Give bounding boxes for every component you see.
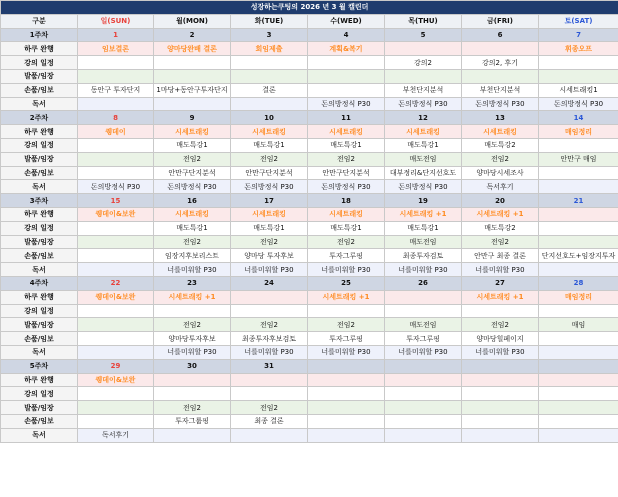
plan-cell[interactable]: 너를미워할 P30 <box>462 263 539 277</box>
row-label: 강의 일정 <box>1 387 78 401</box>
plan-row <box>1 180 618 194</box>
plan-row <box>1 373 618 387</box>
plan-cell[interactable] <box>462 304 539 318</box>
week-row <box>1 111 618 125</box>
plan-cell[interactable] <box>462 69 539 83</box>
plan-cell[interactable] <box>78 152 154 166</box>
plan-cell[interactable] <box>539 221 618 235</box>
plan-cell[interactable] <box>539 166 618 180</box>
plan-cell[interactable]: 시세트래킹 <box>231 207 308 221</box>
plan-row <box>1 138 618 152</box>
row-label: 손품/임보 <box>1 332 78 346</box>
date-cell[interactable]: 7 <box>539 28 618 42</box>
plan-cell[interactable]: 전임2 <box>308 318 385 332</box>
plan-cell[interactable]: 전임2 <box>231 401 308 415</box>
plan-cell[interactable] <box>78 69 154 83</box>
plan-cell[interactable] <box>78 304 154 318</box>
plan-cell[interactable] <box>78 345 154 359</box>
plan-cell[interactable]: 전임2 <box>231 318 308 332</box>
plan-cell[interactable]: 매도전임 <box>385 318 462 332</box>
plan-cell[interactable]: 임장지후보리스트 <box>154 249 231 263</box>
plan-cell[interactable] <box>385 304 462 318</box>
week-row <box>1 194 618 208</box>
plan-row <box>1 414 618 428</box>
plan-cell[interactable]: 시세트래킹 +1 <box>462 207 539 221</box>
plan-cell[interactable] <box>231 69 308 83</box>
plan-row <box>1 318 618 332</box>
row-label: 손품/임보 <box>1 414 78 428</box>
plan-cell[interactable]: 시세트래킹 <box>462 125 539 139</box>
plan-cell[interactable]: 대부정리&단지선호도 <box>385 166 462 180</box>
plan-cell[interactable]: 회임제출 <box>231 42 308 56</box>
plan-cell[interactable] <box>78 387 154 401</box>
plan-cell[interactable] <box>308 83 385 97</box>
plan-cell[interactable]: 시세트래킹 +1 <box>462 290 539 304</box>
plan-row <box>1 56 618 70</box>
weekday-header-row <box>1 14 618 28</box>
plan-cell[interactable] <box>78 221 154 235</box>
plan-cell[interactable]: 돈의방정식 P30 <box>385 97 462 111</box>
plan-cell[interactable]: 돈의방정식 P30 <box>154 180 231 194</box>
plan-cell[interactable]: 돈의방정식 P30 <box>231 180 308 194</box>
plan-cell[interactable]: 최종투자후보검토 <box>231 332 308 346</box>
header-weekday: 화(TUE) <box>231 14 308 28</box>
row-label: 독서 <box>1 97 78 111</box>
row-label: 손품/임보 <box>1 83 78 97</box>
date-cell[interactable] <box>308 359 385 373</box>
plan-row <box>1 97 618 111</box>
plan-cell[interactable] <box>385 401 462 415</box>
header-weekday: 월(MON) <box>154 14 231 28</box>
date-cell[interactable]: 5 <box>385 28 462 42</box>
plan-cell[interactable]: 동안구 투자단지 <box>78 83 154 97</box>
plan-cell[interactable] <box>539 207 618 221</box>
title-row <box>1 1 618 15</box>
plan-row <box>1 304 618 318</box>
plan-cell[interactable]: 독서후기 <box>462 180 539 194</box>
date-cell[interactable]: 10 <box>231 111 308 125</box>
row-label: 하쿠 완행 <box>1 290 78 304</box>
row-label: 독서 <box>1 180 78 194</box>
date-cell[interactable]: 14 <box>539 111 618 125</box>
plan-cell[interactable]: 전임2 <box>462 152 539 166</box>
date-cell[interactable]: 21 <box>539 194 618 208</box>
plan-row <box>1 166 618 180</box>
plan-cell[interactable]: 퀭데이&보완 <box>78 207 154 221</box>
date-cell[interactable]: 19 <box>385 194 462 208</box>
plan-cell[interactable] <box>385 373 462 387</box>
plan-cell[interactable] <box>78 318 154 332</box>
plan-cell[interactable]: 너를미워할 P30 <box>308 345 385 359</box>
plan-cell[interactable]: 매도특강1 <box>231 221 308 235</box>
plan-cell[interactable]: 최종 결론 <box>231 414 308 428</box>
plan-cell[interactable]: 투자그루핑 <box>385 332 462 346</box>
date-cell[interactable]: 3 <box>231 28 308 42</box>
row-label: 하쿠 완행 <box>1 207 78 221</box>
date-cell[interactable]: 17 <box>231 194 308 208</box>
plan-cell[interactable]: 단지선호도+임장지투자 <box>539 249 618 263</box>
date-cell[interactable]: 22 <box>78 276 154 290</box>
plan-row <box>1 207 618 221</box>
plan-cell[interactable]: 양마당 투자후보 <box>231 249 308 263</box>
date-cell[interactable]: 28 <box>539 276 618 290</box>
header-weekday: 수(WED) <box>308 14 385 28</box>
plan-cell[interactable]: 너를미워할 P30 <box>154 345 231 359</box>
plan-cell[interactable]: 매도특강2 <box>462 138 539 152</box>
plan-cell[interactable] <box>385 69 462 83</box>
plan-row <box>1 221 618 235</box>
date-cell[interactable]: 26 <box>385 276 462 290</box>
date-cell[interactable]: 23 <box>154 276 231 290</box>
plan-cell[interactable]: 매도특강1 <box>154 138 231 152</box>
plan-cell[interactable]: 휘종오프 <box>539 42 618 56</box>
plan-cell[interactable] <box>539 304 618 318</box>
plan-cell[interactable]: 양마당힐페이지 <box>462 332 539 346</box>
row-label: 발품/임장 <box>1 401 78 415</box>
date-cell[interactable] <box>539 359 618 373</box>
plan-cell[interactable]: 너를미워할 P30 <box>308 263 385 277</box>
plan-cell[interactable]: 너를미워할 P30 <box>385 263 462 277</box>
plan-cell[interactable] <box>385 290 462 304</box>
plan-row <box>1 290 618 304</box>
plan-cell[interactable] <box>154 373 231 387</box>
plan-cell[interactable] <box>462 42 539 56</box>
plan-row <box>1 152 618 166</box>
row-label: 하쿠 완행 <box>1 125 78 139</box>
plan-cell[interactable] <box>539 56 618 70</box>
plan-cell[interactable]: 강의2 <box>385 56 462 70</box>
row-label: 강의 일정 <box>1 56 78 70</box>
week-label: 5주차 <box>1 359 78 373</box>
plan-cell[interactable]: 매도특강1 <box>154 221 231 235</box>
plan-cell[interactable] <box>539 138 618 152</box>
row-label: 강의 일정 <box>1 304 78 318</box>
plan-cell[interactable]: 안만구 매임 <box>539 152 618 166</box>
plan-cell[interactable]: 돈의방정식 P30 <box>78 180 154 194</box>
date-cell[interactable]: 24 <box>231 276 308 290</box>
header-weekday: 목(THU) <box>385 14 462 28</box>
header-weekday: 금(FRI) <box>462 14 539 28</box>
plan-cell[interactable]: 투자그루핑 <box>308 249 385 263</box>
date-cell[interactable]: 15 <box>78 194 154 208</box>
plan-row <box>1 42 618 56</box>
plan-cell[interactable] <box>539 345 618 359</box>
plan-cell[interactable]: 퀭데이&보완 <box>78 290 154 304</box>
plan-cell[interactable] <box>462 414 539 428</box>
header-weekday: 토(SAT) <box>539 14 618 28</box>
week-label: 2주차 <box>1 111 78 125</box>
row-label: 독서 <box>1 263 78 277</box>
week-row <box>1 276 618 290</box>
plan-cell[interactable]: 시세트래킹 <box>154 125 231 139</box>
plan-cell[interactable] <box>308 401 385 415</box>
plan-cell[interactable]: 매임 <box>539 318 618 332</box>
plan-cell[interactable] <box>539 387 618 401</box>
plan-cell[interactable]: 매도특강1 <box>308 221 385 235</box>
week-row <box>1 359 618 373</box>
plan-cell[interactable]: 시세트래킹 <box>154 207 231 221</box>
row-label: 하쿠 완행 <box>1 373 78 387</box>
plan-cell[interactable]: 1마당+동안구투자단지 <box>154 83 231 97</box>
date-cell[interactable]: 12 <box>385 111 462 125</box>
plan-cell[interactable] <box>78 97 154 111</box>
date-cell[interactable]: 31 <box>231 359 308 373</box>
plan-cell[interactable]: 전임2 <box>154 401 231 415</box>
week-label: 3주차 <box>1 194 78 208</box>
plan-cell[interactable] <box>78 332 154 346</box>
plan-cell[interactable]: 돈의방정식 P30 <box>308 180 385 194</box>
plan-cell[interactable] <box>539 401 618 415</box>
plan-cell[interactable] <box>78 56 154 70</box>
plan-cell[interactable]: 전임2 <box>462 318 539 332</box>
plan-cell[interactable] <box>78 249 154 263</box>
date-cell[interactable]: 1 <box>78 28 154 42</box>
plan-cell[interactable]: 안만구단지분석 <box>308 166 385 180</box>
plan-cell[interactable]: 강의2, 후기 <box>462 56 539 70</box>
week-row <box>1 28 618 42</box>
plan-cell[interactable]: 시세트래킹 <box>308 125 385 139</box>
row-label: 발품/임장 <box>1 318 78 332</box>
plan-cell[interactable] <box>78 263 154 277</box>
plan-cell[interactable]: 양마당완배 결론 <box>154 42 231 56</box>
plan-cell[interactable]: 매도전임 <box>385 235 462 249</box>
plan-cell[interactable]: 돈의방정식 P30 <box>308 97 385 111</box>
plan-row <box>1 69 618 83</box>
row-label: 발품/임장 <box>1 152 78 166</box>
row-label: 강의 일정 <box>1 138 78 152</box>
plan-cell[interactable]: 양마당투자후보 <box>154 332 231 346</box>
plan-cell[interactable] <box>154 428 231 442</box>
plan-cell[interactable] <box>231 304 308 318</box>
row-label: 손품/임보 <box>1 249 78 263</box>
row-label: 발품/임장 <box>1 69 78 83</box>
row-label: 발품/임장 <box>1 235 78 249</box>
plan-cell[interactable] <box>308 428 385 442</box>
plan-cell[interactable]: 매도특강2 <box>462 221 539 235</box>
plan-cell[interactable]: 매임정리 <box>539 290 618 304</box>
plan-cell[interactable]: 매도특강1 <box>385 221 462 235</box>
plan-cell[interactable]: 퀭데이 <box>78 125 154 139</box>
plan-row <box>1 345 618 359</box>
plan-cell[interactable] <box>231 290 308 304</box>
header-weekday: 일(SUN) <box>78 14 154 28</box>
date-cell[interactable]: 30 <box>154 359 231 373</box>
plan-cell[interactable] <box>231 56 308 70</box>
date-cell[interactable] <box>462 359 539 373</box>
plan-row <box>1 125 618 139</box>
plan-cell[interactable]: 매도전임 <box>385 152 462 166</box>
plan-cell[interactable]: 양마당시세조사 <box>462 166 539 180</box>
plan-cell[interactable]: 시세트래킹 <box>308 207 385 221</box>
date-cell[interactable]: 11 <box>308 111 385 125</box>
plan-row <box>1 428 618 442</box>
plan-cell[interactable] <box>308 373 385 387</box>
plan-row <box>1 263 618 277</box>
plan-cell[interactable] <box>308 304 385 318</box>
plan-cell[interactable] <box>154 387 231 401</box>
row-label: 하쿠 완행 <box>1 42 78 56</box>
plan-cell[interactable] <box>154 69 231 83</box>
plan-cell[interactable]: 시세트래킹 +1 <box>154 290 231 304</box>
plan-row <box>1 387 618 401</box>
plan-cell[interactable]: 전임2 <box>231 152 308 166</box>
plan-cell[interactable]: 너를미워할 P30 <box>154 263 231 277</box>
plan-cell[interactable]: 너를미워할 P30 <box>231 263 308 277</box>
plan-cell[interactable] <box>231 97 308 111</box>
plan-cell[interactable]: 매도특강1 <box>308 138 385 152</box>
plan-row <box>1 249 618 263</box>
plan-cell[interactable]: 퀭데이&보완 <box>78 373 154 387</box>
plan-cell[interactable] <box>78 138 154 152</box>
plan-cell[interactable] <box>539 414 618 428</box>
plan-cell[interactable]: 안만구단지분석 <box>231 166 308 180</box>
row-label: 강의 일정 <box>1 221 78 235</box>
plan-cell[interactable] <box>308 69 385 83</box>
plan-cell[interactable]: 시세트래킹 <box>385 125 462 139</box>
plan-cell[interactable] <box>231 387 308 401</box>
plan-row <box>1 83 618 97</box>
plan-cell[interactable] <box>462 373 539 387</box>
plan-row <box>1 235 618 249</box>
plan-cell[interactable]: 전임2 <box>154 152 231 166</box>
week-label: 4주차 <box>1 276 78 290</box>
date-cell[interactable]: 25 <box>308 276 385 290</box>
plan-cell[interactable] <box>308 387 385 401</box>
date-cell[interactable]: 6 <box>462 28 539 42</box>
plan-cell[interactable]: 시세트래킹 <box>231 125 308 139</box>
date-cell[interactable]: 2 <box>154 28 231 42</box>
date-cell[interactable]: 29 <box>78 359 154 373</box>
week-label: 1주차 <box>1 28 78 42</box>
plan-cell[interactable]: 전임2 <box>154 318 231 332</box>
plan-row <box>1 332 618 346</box>
row-label: 독서 <box>1 428 78 442</box>
date-cell[interactable]: 20 <box>462 194 539 208</box>
plan-cell[interactable] <box>539 332 618 346</box>
plan-cell[interactable]: 돈의방정식 P30 <box>385 180 462 194</box>
plan-cell[interactable] <box>462 428 539 442</box>
plan-cell[interactable]: 매도특강1 <box>385 138 462 152</box>
plan-cell[interactable]: 최종투자검토 <box>385 249 462 263</box>
plan-cell[interactable] <box>154 97 231 111</box>
plan-cell[interactable] <box>539 428 618 442</box>
date-cell[interactable]: 13 <box>462 111 539 125</box>
date-cell[interactable]: 16 <box>154 194 231 208</box>
plan-cell[interactable]: 부천단지분석 <box>462 83 539 97</box>
plan-cell[interactable] <box>154 56 231 70</box>
plan-cell[interactable]: 독서후기 <box>78 428 154 442</box>
plan-cell[interactable] <box>539 235 618 249</box>
plan-cell[interactable] <box>231 428 308 442</box>
plan-cell[interactable] <box>78 235 154 249</box>
plan-cell[interactable] <box>78 166 154 180</box>
date-cell[interactable]: 8 <box>78 111 154 125</box>
plan-cell[interactable] <box>231 373 308 387</box>
plan-cell[interactable]: 안만구단지분석 <box>154 166 231 180</box>
plan-cell[interactable]: 너를미워할 P30 <box>462 345 539 359</box>
row-label: 독서 <box>1 345 78 359</box>
plan-cell[interactable]: 매도특강1 <box>231 138 308 152</box>
plan-cell[interactable]: 시세트래킹 +1 <box>385 207 462 221</box>
calendar-title: 성장하는쿠팅의 2026 년 3 월 캘린더 <box>1 1 618 15</box>
plan-cell[interactable] <box>539 69 618 83</box>
plan-cell[interactable] <box>308 414 385 428</box>
plan-cell[interactable] <box>539 180 618 194</box>
row-label: 손품/임보 <box>1 166 78 180</box>
date-cell[interactable]: 4 <box>308 28 385 42</box>
plan-cell[interactable] <box>539 263 618 277</box>
plan-cell[interactable]: 너를미워할 P30 <box>231 345 308 359</box>
plan-cell[interactable] <box>78 414 154 428</box>
plan-cell[interactable]: 돈의방정식 P30 <box>462 97 539 111</box>
plan-cell[interactable]: 돈의방정식 P30 <box>539 97 618 111</box>
plan-cell[interactable]: 전임2 <box>308 152 385 166</box>
plan-cell[interactable]: 시세트래킹 +1 <box>308 290 385 304</box>
plan-cell[interactable]: 전임2 <box>308 235 385 249</box>
plan-cell[interactable] <box>78 401 154 415</box>
plan-cell[interactable]: 임보결론 <box>78 42 154 56</box>
plan-cell[interactable]: 부천단지분석 <box>385 83 462 97</box>
plan-cell[interactable] <box>539 373 618 387</box>
plan-cell[interactable] <box>385 42 462 56</box>
plan-cell[interactable]: 시세트래킹1 <box>539 83 618 97</box>
header-category: 구분 <box>1 14 78 28</box>
plan-cell[interactable] <box>385 414 462 428</box>
plan-cell[interactable]: 투자그루핑 <box>308 332 385 346</box>
date-cell[interactable] <box>385 359 462 373</box>
plan-row <box>1 401 618 415</box>
plan-cell[interactable] <box>462 387 539 401</box>
plan-cell[interactable] <box>308 56 385 70</box>
plan-cell[interactable] <box>154 304 231 318</box>
date-cell[interactable]: 27 <box>462 276 539 290</box>
plan-cell[interactable]: 전임2 <box>154 235 231 249</box>
plan-cell[interactable]: 너를미워할 P30 <box>385 345 462 359</box>
plan-cell[interactable]: 결론 <box>231 83 308 97</box>
plan-cell[interactable] <box>385 428 462 442</box>
plan-cell[interactable]: 전임2 <box>231 235 308 249</box>
plan-cell[interactable]: 매임정리 <box>539 125 618 139</box>
plan-cell[interactable]: 전임2 <box>462 235 539 249</box>
plan-cell[interactable]: 투자그룹핑 <box>154 414 231 428</box>
date-cell[interactable]: 9 <box>154 111 231 125</box>
date-cell[interactable]: 18 <box>308 194 385 208</box>
plan-cell[interactable] <box>385 387 462 401</box>
plan-cell[interactable]: 안만구 최종 결론 <box>462 249 539 263</box>
plan-cell[interactable] <box>462 401 539 415</box>
plan-cell[interactable]: 계획&복기 <box>308 42 385 56</box>
